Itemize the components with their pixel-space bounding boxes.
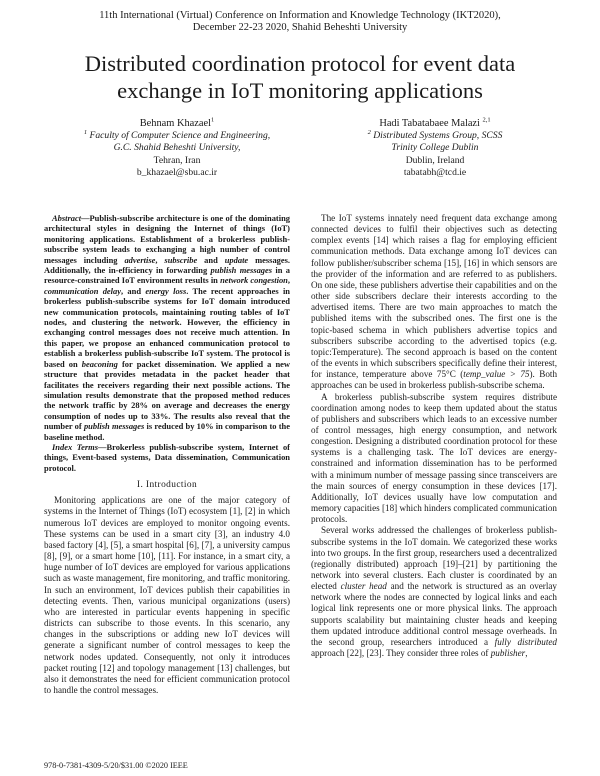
abstract-text-3: and [197,254,225,265]
abstract-label: Abstract [52,213,82,223]
abstract-em-advertise: advertise [124,254,156,265]
section-heading: I. Introduction [136,480,198,491]
abstract-em-communication-delay: communication delay [44,285,121,296]
abstract-text-4: messages. Additionally, the in-efficiency in forwarding [44,254,291,276]
right-p1-paren: ( [455,369,464,380]
right-paragraph-3 [311,525,557,659]
author-2-email: tabatabh@tcd.ie [403,166,467,178]
author-1-affiliation-1: Faculty of Computer Science and Engineering, [89,130,271,142]
author-1-sup: 1 [211,116,215,124]
author-1-city: Tehran, Iran [153,154,201,166]
author-1-affiliation-2: G.C. Shahid Beheshti University, [113,142,241,154]
abstract-em-energy-loss: energy loss [145,285,187,296]
author-2-city: Dublin, Ireland [405,154,465,166]
right-p1-end: ). Both approaches can be used in brokerless publish-subscribe schema. [311,369,558,391]
index-terms-label: Index Terms [52,441,99,452]
paper-title [30,50,570,104]
right-p3-em-cluster-head: cluster head [340,581,387,592]
copyright-footer: 978-0-7381-4309-5/20/$31.00 ©2020 IEEE [44,761,188,770]
author-2-affiliation-1: Distributed Systems Group, SCSS [373,130,503,142]
abstract-em-subscribe: subscribe [164,254,198,265]
abstract-em-network-congestion: network congestion [220,275,288,286]
title-line-1: Distributed coordination protocol for event data [84,51,516,76]
abstract-text-1: —Publish-subscribe architecture is one of the dominating architectural styles in designing the Internet of things (IoT) monitoring applications. Establishment of a brokerless publish-subscribe system leads to exchanging a high number of control messages including [44,213,290,265]
abstract-text-9: for packet dissemination. We applied a new structure that provides metadata in the packet header that facilitates the receivers regarding their next possible actions. The simulation results demonstrate that the proposed method reduces the network traffic by 28% on average and decreases the energy consumption of nodes up to 33%. The results also reveal that the number of [44,358,291,432]
abstract-text-5: in a resource-constrained IoT environment results in [44,265,291,286]
right-p3-em-publisher: publisher [490,648,526,659]
conference-line-1: 11th International (Virtual) Conference on Information and Knowledge Technology (IKT2020), [99,10,501,21]
abstract-em-update: update [224,254,249,265]
abstract-em-beaconing: beaconing [81,358,118,369]
abstract-text-6: , [287,275,290,286]
abstract-text-2: , [155,254,165,265]
title-line-2: exchange in IoT monitoring applications [117,78,483,103]
right-p1-temp-expr: temp_value > 75 [463,369,530,380]
conference-header [0,10,600,34]
author-2-name: Hadi Tabatabaee Malazi [379,118,480,129]
author-1-email: b_khazael@sbu.ac.ir [136,166,218,178]
right-paragraph-1 [311,213,557,392]
index-terms-text: —Brokerless publish-subscribe system, Internet of things, Event-based systems, Data dissemination, Communication protocol. [44,441,290,473]
right-p1-temp: 75°C [436,369,456,380]
right-p3-text-a: Several works addressed the challenges of brokerless publish-subscribe systems in the IoT domain. We categorized these works into two groups. In the first group, researchers used a decentralized (regionally distributed) approach [19]–[21] by partitioning the network into several clusters. Each cluster is coordinated by an elected [311,525,557,592]
right-p3-em-fully-distributed: fully distributed [494,636,557,647]
abstract-text-7: , and [120,285,146,296]
author-1-name: Behnam Khazael [139,118,211,129]
author-2-sup: 2,1 [482,116,491,124]
right-column [311,213,557,659]
abstract-em-publish-messages: publish messages [210,265,273,276]
left-column [44,213,290,696]
author-2 [310,118,560,179]
right-p3-text-d: , [525,648,528,659]
author-2-affiliation-2: Trinity College Dublin [391,142,479,154]
right-p3-text-c: approach [22], [23]. They consider three roles of [311,648,491,659]
intro-paragraph-1: Monitoring applications are one of the major category of systems in the Internet of Things (IoT) ecosystem [1], [2] in which numerous IoT devices are employed to monitor ongoing events. These systems can be used in a smart city [3], an industry 4.0 based factory [4], [5], a smart hospital [6], [7], a university campus [8], [9], or a smart home [10], [11]. For instance, in a smart city, a huge number of IoT devices are employed for various applications such as waste management, fire monitoring, and traffic monitoring. In such an environment, IoT devices publish their capabilities in detecting events. Then, various municipal organizations (users) who are interested in particular events happening in specific districts can subscribe to those events. In this scenario, any changes in the subscriptions or adding new IoT devices will generate a significant number of control messages to keep the network nodes updated. Consequently, not only it introduces packet routing [12] and topology management [13] challenges, but also it demonstrates the need for efficient communication protocol to handle the control messages. [44,495,290,695]
right-p1-text: The IoT systems innately need frequent data exchange among connected devices to fulfil their objectives such as detecting complex events [14] which raises a flag for employing efficient communication methods. Data exchange among IoT devices can follow publisher/subscriber schema [15], [16] in which sensors are the provider of the information and are referred to as publishers. On one side, these publishers advertise their capabilities and on the other side subscribers declare their interests according to the advertised items. There are two main approaches to match the published items with the subscribed ones. The first one is the topic-based schema in which publishers advertise topics and subscribers subscribe according to the advertised topics (e.g. topic:Temperature). The second approach is based on the content of the events in which subscribers specifically define their interest, for instance, temperature above [311,213,557,380]
abstract-text-8: . The recent approaches in brokerless publish-subscribe systems for IoT domain introduced new communication protocols, maintaining routing tables of IoT nodes, and clustering the network. However, the efficiency in exchanging control messages does not receive much attention. In this paper, we propose an enhanced communication protocol to establish a brokerless publish-subscribe IoT system. The protocol is based on [44,285,291,369]
right-p3-text-b: and the network is structured as an overlay network where the nodes are connected by logical links and each logical link represents one or more physical links. The approach supports scalability but maintaining cluster heads and keeping them updated introduce additional control message overheads. In the second group, researchers introduced a [311,581,557,647]
author-2-aff-sup: 2 [367,129,371,137]
abstract-em-publish-messages-2: publish messages [83,421,145,432]
author-1 [52,118,302,179]
author-1-aff-sup: 1 [83,129,88,137]
right-paragraph-2: A brokerless publish-subscribe system requires distribute coordination among nodes to keep them updated about the status of publishers and subscribers which leads to an excessive number of control messages, high energy consumption, and network congestion. Designing a distributed coordination protocol for these systems is a challenging task. The IoT devices are energy-constrained and information dissemination has to be performed with a minimum number of message passing since transceivers are the main sources of energy consumption in these devices [17]. Additionally, IoT devices usually have low computation and memory capacities [18] which hinders complicated communication protocols. [311,391,557,525]
abstract-text-10: is reduced by 10% in comparison to the baseline method. [44,421,290,442]
conference-line-2: December 22-23 2020, Shahid Beheshti University [192,22,408,33]
abstract [44,213,290,473]
